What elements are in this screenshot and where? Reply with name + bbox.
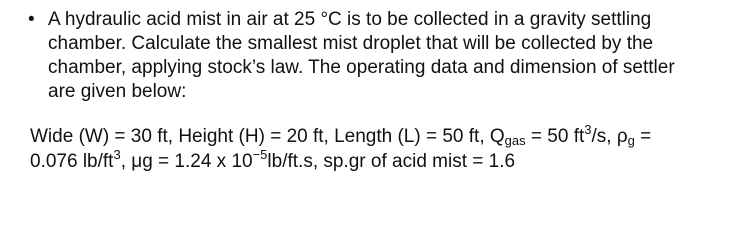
- density-unit-superscript: 3: [113, 147, 121, 162]
- flow-unit-superscript: 3: [584, 122, 592, 137]
- flow-rate-text: = 50 ft: [525, 126, 585, 147]
- problem-description: [48, 8, 728, 104]
- q-subscript: gas: [504, 133, 526, 148]
- flow-unit-text: /s, ρ: [591, 126, 628, 147]
- statement-line-3: chamber, applying stock’s law. The operating data and dimension of settler: [48, 57, 675, 78]
- viscosity-exponent: −5: [252, 147, 268, 162]
- statement-line-1: A hydraulic acid mist in air at 25 °C is to be collected in a gravity settling: [48, 9, 652, 30]
- statement-line-2: chamber. Calculate the smallest mist droplet that will be collected by the: [48, 33, 654, 54]
- rho-equals: =: [634, 126, 652, 147]
- data-line-2: [30, 149, 730, 174]
- statement-line-4: are given below:: [48, 81, 187, 102]
- viscosity-unit-and-gravity: lb/ft.s, sp.gr of acid mist = 1.6: [267, 151, 516, 172]
- gas-density-value: 0.076 lb/ft: [30, 151, 114, 172]
- rho-subscript: g: [627, 133, 635, 148]
- viscosity-text: , μg = 1.24 x 10: [120, 151, 253, 172]
- dimensions-text: Wide (W) = 30 ft, Height (H) = 20 ft, Length (L) = 50 ft, Q: [30, 126, 505, 147]
- operating-data: [30, 124, 730, 174]
- data-line-1: [30, 124, 730, 149]
- bullet-point: •: [28, 9, 35, 30]
